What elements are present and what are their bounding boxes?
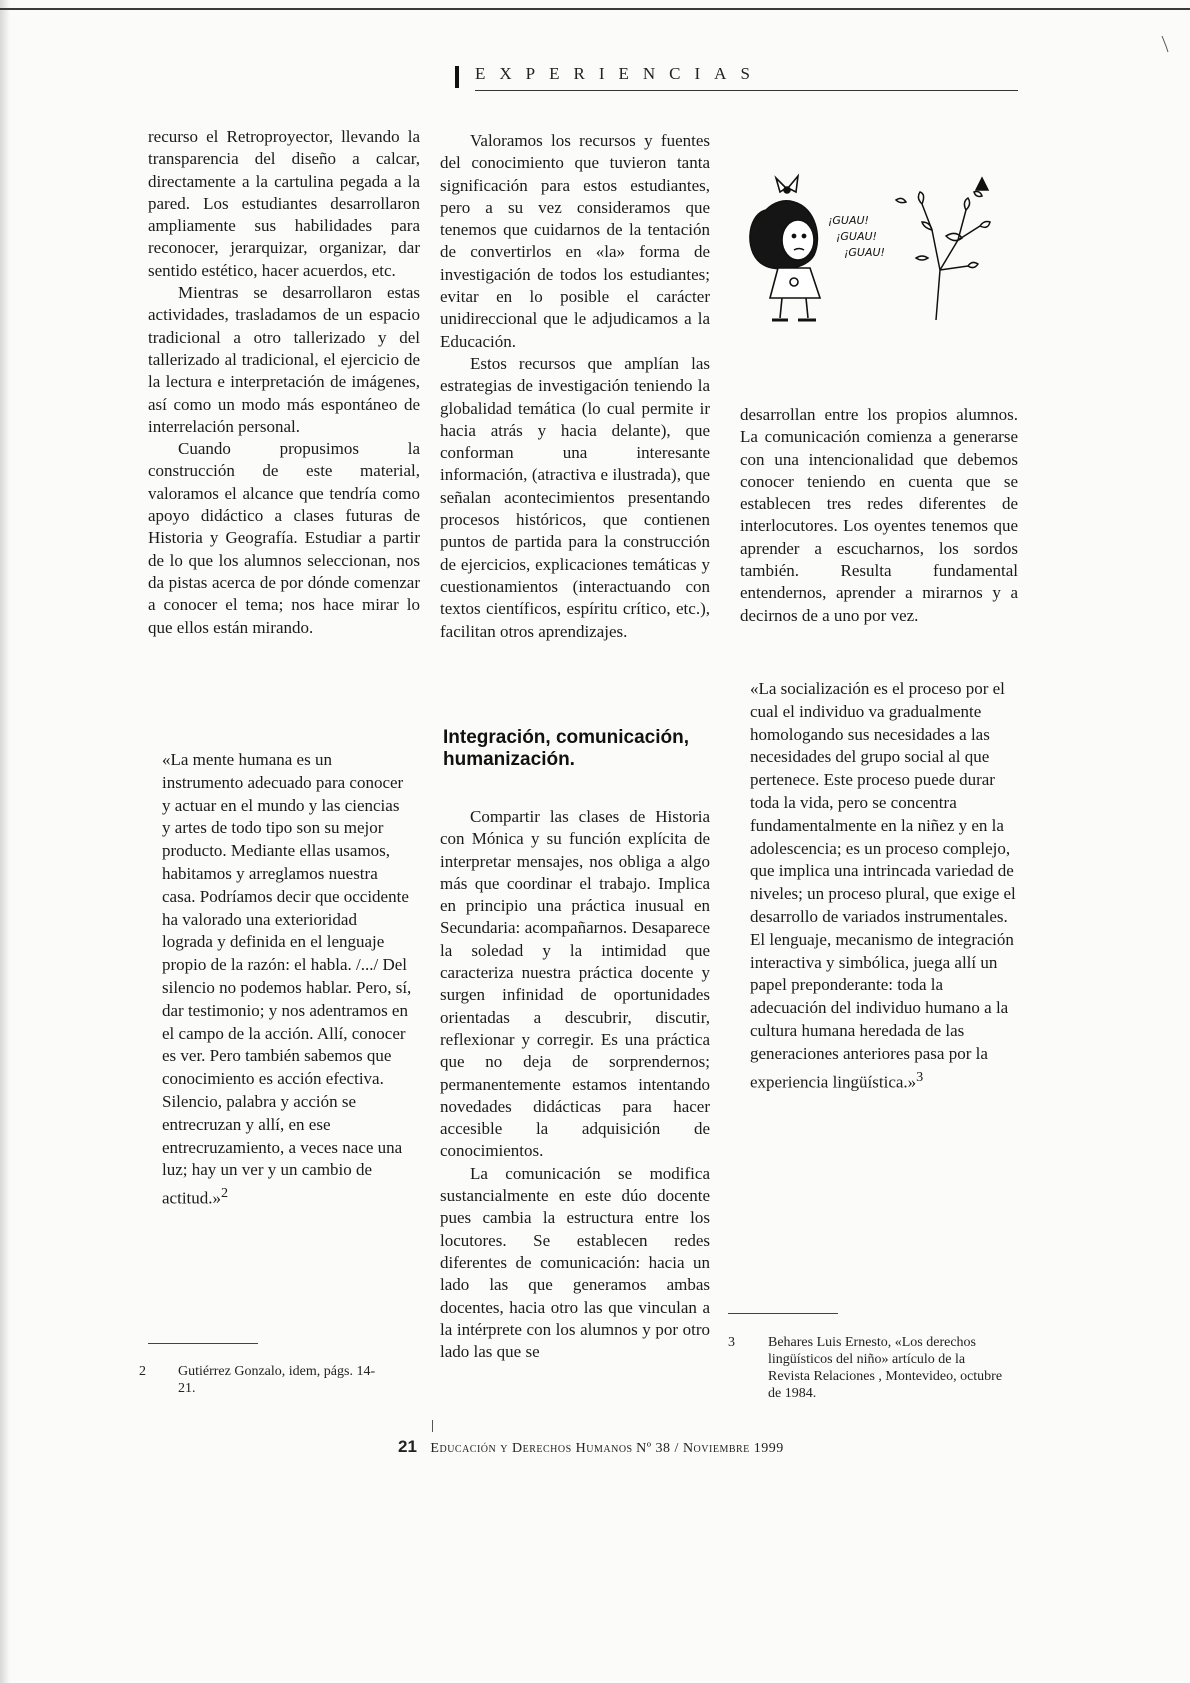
column-1: [148, 126, 420, 639]
scan-edge-shadow: [0, 0, 10, 1683]
section-header-bar: [455, 66, 459, 88]
scan-mark-icon: [1160, 34, 1170, 54]
footnote-rule: [148, 1343, 258, 1344]
quote-reference: 3: [916, 1068, 924, 1085]
column-2: [440, 130, 710, 643]
paragraph: desarrollan entre los propios alumnos. La comunicación comienza a generarse con una intencionalidad que debemos conocer teniendo en cuenta que se establecen tres redes diferentes de interlocutores. Los oyentes tenemos que aprender a escucharnos, los sordos también. Resulta fundamental entendernos, aprender a mirarnos y a decirnos de a uno por vez.: [740, 405, 1018, 625]
paragraph: Valoramos los recursos y fuentes del conocimiento que tuvieron tanta significación para estos estudiantes, pero a su vez consideramos que tenemos que cuidarnos de la tentación de convertirlos en «la» forma de investigación de todos los estudiantes; evitar en lo posible el carácter unidireccional que le adjudicamos a la Educación.: [440, 131, 710, 351]
footnote-number: 2: [139, 1364, 146, 1379]
section-header-rule: [475, 90, 1018, 91]
footnote-rule: [728, 1313, 838, 1314]
section-title: EXPERIENCIAS: [475, 64, 764, 83]
paragraph: Cuando propusimos la construcción de este material, valoramos el alcance que tendría como apoyo didáctico a clases futuras de Historia y Geografía. Estudiar a partir de lo que los alumnos seleccionan, nos da pistas acerca de por dónde comenzar a conocer el tema; nos hace mirar lo que ellos están mirando.: [148, 439, 420, 637]
cartoon-bark-1: ¡GUAU!: [828, 214, 869, 227]
column-2-continued: [440, 806, 710, 1363]
quote-text: «La mente humana es un instrumento adecuado para conocer y actuar en el mundo y las ciencias y artes de todo tipo son su mejor producto. Mediante ellas usamos, habitamos y arreglamos nuestra casa. Podríamos decir que occidente ha valorado una exterioridad lograda y definida en el lenguaje propio de la razón: el habla. /.../ Del silencio no podemos hablar. Pero, sí, dar testimonio; y nos adentramos en el campo de la acción. Allí, conocer es ver. Pero también sabemos que conocimiento es acción efectiva. Silencio, palabra y acción se entrecruzan y allí, en ese entrecruzamiento, a veces nace una luz; hay un ver y un cambio de actitud.»: [162, 750, 412, 1208]
footnote-text: Gutiérrez Gonzalo, idem, págs. 14-21.: [178, 1364, 376, 1396]
cartoon-girl: [750, 176, 820, 320]
paragraph: Estos recursos que amplían las estrategias de investigación teniendo la globalidad temática (lo cual permite ir hacia atrás y hacia delante), que conforman una interesante información, (atractiva e ilustrada), que señalan acontecimientos presentando procesos históricos, que contienen puntos de partida para la construcción de ejercicios, explicaciones temáticas y cuestionamientos (interactuando con textos científicos, espíritu crítico, etc.), facilitan otros aprendizajes.: [440, 353, 710, 641]
cartoon-bark-3: ¡GUAU!: [844, 246, 885, 259]
quote-text: «La socialización es el proceso por el cual el individuo va gradualmente homologando sus necesidades a las necesidades del grupo social al que pertenece. Este proceso puede durar toda la vida, pero se concentra fundamentalmente en la niñez y en la adolescencia; es un proceso complejo, que implica una intrincada variedad de niveles; un proceso plural, que exige el desarrollo de variados instrumentales. El lenguaje, mecanismo de integración interactiva y simbólica, juega allí un papel preponderante: toda la adecuación del individuo humano a la cultura humana heredada de las generaciones anteriores pasa por la experiencia lingüística.»: [750, 679, 1016, 1092]
paragraph: La comunicación se modifica sustancialmente en este dúo docente pues cambia la estructura entre los locutores. Se establecen redes diferentes de comunicación: hacia un lado las que generamos ambas docentes, hacia otro las que vinculan a la intérprete con los alumnos y por otro lado las que se: [440, 1163, 710, 1362]
cartoon-bark-2: ¡GUAU!: [836, 230, 877, 243]
footnote-number: 3: [728, 1335, 735, 1350]
paragraph: recurso el Retroproyector, llevando la transparencia del diseño a calcar, directamente a la cartulina pegada a la pared. Los estudiantes desarrollaron ampliamente sus habilidades para reconocer, jerarquizar, organizar, dar sentido estético, hacer acuerdos, etc.: [148, 127, 420, 280]
quote-block-3: [750, 678, 1018, 1094]
column-3: [740, 404, 1018, 627]
page-number: 21: [398, 1437, 417, 1456]
mafalda-cartoon-illustration: [736, 170, 1018, 330]
subsection-heading: Integración, comunicación, humanización.: [443, 727, 689, 770]
quote-reference: 2: [221, 1185, 229, 1202]
publication-name: Educación y Derechos Humanos: [430, 1441, 633, 1456]
scan-top-edge: [0, 8, 1190, 10]
cartoon-tree: [896, 178, 990, 320]
footnote-text: Behares Luis Ernesto, «Los derechos lingüísticos del niño» artículo de la Revista Relaciones , Montevideo, octubre de 1984.: [768, 1335, 1003, 1401]
footer-tick: [432, 1420, 433, 1432]
issue-info: Nº 38 / Noviembre 1999: [636, 1441, 784, 1456]
quote-block-1: [162, 749, 412, 1211]
paragraph: Mientras se desarrollaron estas actividades, trasladamos de un espacio tradicional a otro tallerizado y del tallerizado al tradicional, el ejercicio de la lectura e interpretación de imágenes, así como un modo más espontáneo de interrelación personal.: [148, 283, 420, 436]
page-footer: [398, 1437, 784, 1457]
paragraph: Compartir las clases de Historia con Mónica y su función explícita de interpretar mensajes, nos obliga a algo más que coordinar el trabajo. Implica en principio una práctica inusual en Secundaria: acompañarnos. Desaparece la soledad y la intimidad que caracteriza nuestra práctica docente y surgen infinidad de oportunidades orientadas a descubrir, discutir, reflexionar y corregir. Es una práctica que no deja de sorprendernos; permanentemente estamos intentando novedades didácticas para hacer accesible la adquisición de conocimientos.: [440, 807, 710, 1161]
